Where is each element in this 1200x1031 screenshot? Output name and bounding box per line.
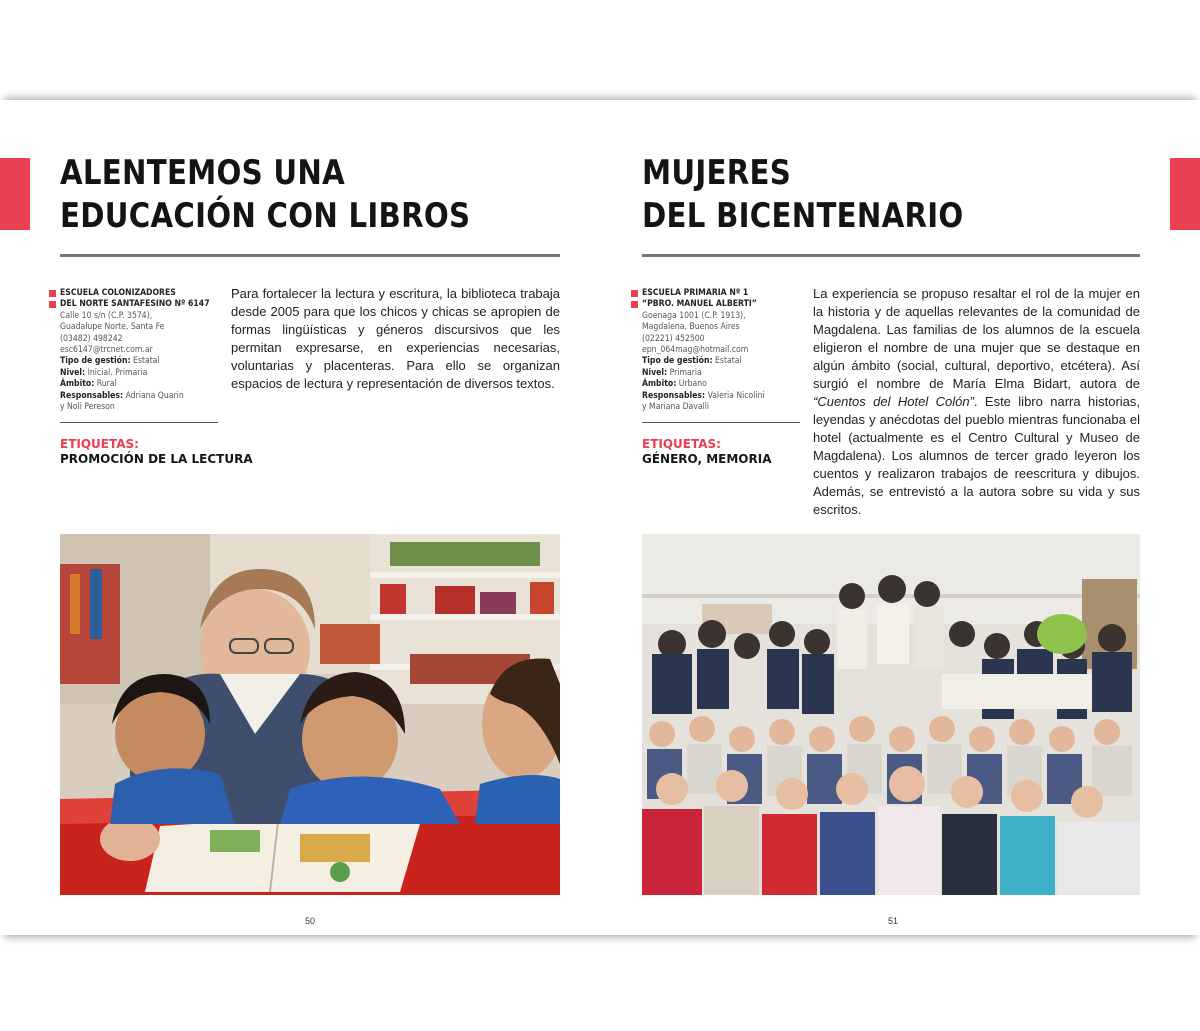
- nivel-label: Nivel:: [642, 367, 668, 378]
- address: Magdalena, Buenos Aires: [642, 322, 740, 333]
- left-page-title: [60, 152, 470, 238]
- tags-label: ETIQUETAS:: [642, 437, 721, 451]
- responsables-label: Responsables:: [642, 390, 706, 401]
- gestion-value: Estatal: [715, 356, 742, 367]
- responsables-continued: y Noli Pereson: [60, 402, 115, 413]
- tags-block: [642, 437, 771, 467]
- school-name: ESCUELA PRIMARIA Nº 1: [642, 288, 800, 299]
- responsables-value: Valeria Nicolini: [707, 390, 765, 401]
- book-title: “Cuentos del Hotel Colón”: [813, 394, 974, 409]
- info-rule: [642, 422, 800, 423]
- page-number: 51: [887, 916, 898, 926]
- group-photo: [642, 534, 1140, 895]
- nivel-value: Inicial. Primaria: [87, 367, 148, 378]
- gestion-row: [60, 356, 218, 367]
- nivel-value: Primaria: [669, 367, 702, 378]
- school-name: DEL NORTE SANTAFESINO Nº 6147: [60, 299, 218, 310]
- phone: (03482) 498242: [60, 333, 123, 344]
- gestion-label: Tipo de gestión:: [60, 356, 131, 367]
- ambito-value: Urbano: [678, 379, 707, 390]
- left-page: [60, 100, 560, 935]
- school-info: [642, 288, 800, 413]
- article-body: [813, 285, 1140, 519]
- responsables-continued: y Mariana Davalli: [642, 402, 710, 413]
- nivel-row: [642, 368, 800, 379]
- address: Calle 10 s/n (C.P. 3574),: [60, 310, 153, 321]
- tags-block: [60, 437, 253, 467]
- school-info: [60, 288, 218, 413]
- school-name: ESCUELA COLONIZADORES: [60, 288, 218, 299]
- address: Goenaga 1001 (C.P. 1913),: [642, 310, 746, 321]
- title-rule: [642, 254, 1140, 257]
- responsables-value: Adriana Quarin: [125, 390, 184, 401]
- body-text-part: . Este libro narra historias, leyendas y anécdotas del pueblo mientras funcionaba el hotel (actualmente es el Centro Cultural y Museo de Magdalena). Los alumnos de tercer grado leyeron los cuentos y realizaron trabajos de reescritura y dibujos. Además, se entrevistó a la autora sobre su vida y sus escritos.: [813, 394, 1140, 517]
- title-line: EDUCACIÓN CON LIBROS: [60, 196, 471, 236]
- email: esc6147@trcnet.com.ar: [60, 345, 153, 356]
- info-rule: [60, 422, 218, 423]
- email: epn_064mag@hotmail.com: [642, 345, 749, 356]
- tags-value: GÉNERO, MEMORIA: [642, 452, 772, 466]
- ambito-label: Ámbito:: [60, 379, 95, 390]
- tags-label: ETIQUETAS:: [60, 437, 139, 451]
- book-spread: [0, 100, 1200, 935]
- responsables-row: [642, 391, 800, 402]
- school-name: “PBRO. MANUEL ALBERTI”: [642, 299, 800, 310]
- body-text-part: La experiencia se propuso resaltar el rol de la mujer en la historia y de aquellas relevantes de la comunidad de Magdalena. Las familias de los alumnos de la escuela eligieron el nombre de una mujer que se destaque en algún ámbito (social, cultural, deportivo, etcétera). Así surgió el nombre de María Elma Bidart, autora de: [813, 286, 1140, 391]
- address: Guadalupe Norte, Santa Fe: [60, 322, 165, 333]
- ambito-value: Rural: [96, 379, 117, 390]
- page-number: 50: [304, 916, 315, 926]
- title-line: DEL BICENTENARIO: [642, 196, 964, 236]
- title-rule: [60, 254, 560, 257]
- phone: (02221) 452500: [642, 333, 705, 344]
- right-section-tab: [1170, 158, 1200, 230]
- ambito-row: [642, 379, 800, 390]
- reading-photo: [60, 534, 560, 895]
- right-page: [642, 100, 1140, 935]
- title-line: ALENTEMOS UNA: [60, 153, 346, 193]
- article-body: Para fortalecer la lectura y escritura, la biblioteca trabaja desde 2005 para que los chicos y chicas se apropien de formas lingüísticas y géneros discursivos que les permitan expresarse, en experiencias necesarias, voluntarias y placenteras. Para ello se organizan espacios de lectura y representación de diversos textos.: [231, 286, 560, 391]
- responsables-label: Responsables:: [60, 390, 124, 401]
- tags-value: PROMOCIÓN DE LA LECTURA: [60, 452, 253, 466]
- responsables-row: [60, 391, 218, 402]
- title-line: MUJERES: [642, 153, 792, 193]
- gestion-row: [642, 356, 800, 367]
- nivel-label: Nivel:: [60, 367, 86, 378]
- left-section-tab: [0, 158, 30, 230]
- right-page-title: [642, 152, 964, 238]
- gestion-value: Estatal: [133, 356, 160, 367]
- ambito-row: [60, 379, 218, 390]
- nivel-row: [60, 368, 218, 379]
- gestion-label: Tipo de gestión:: [642, 356, 713, 367]
- ambito-label: Ámbito:: [642, 379, 677, 390]
